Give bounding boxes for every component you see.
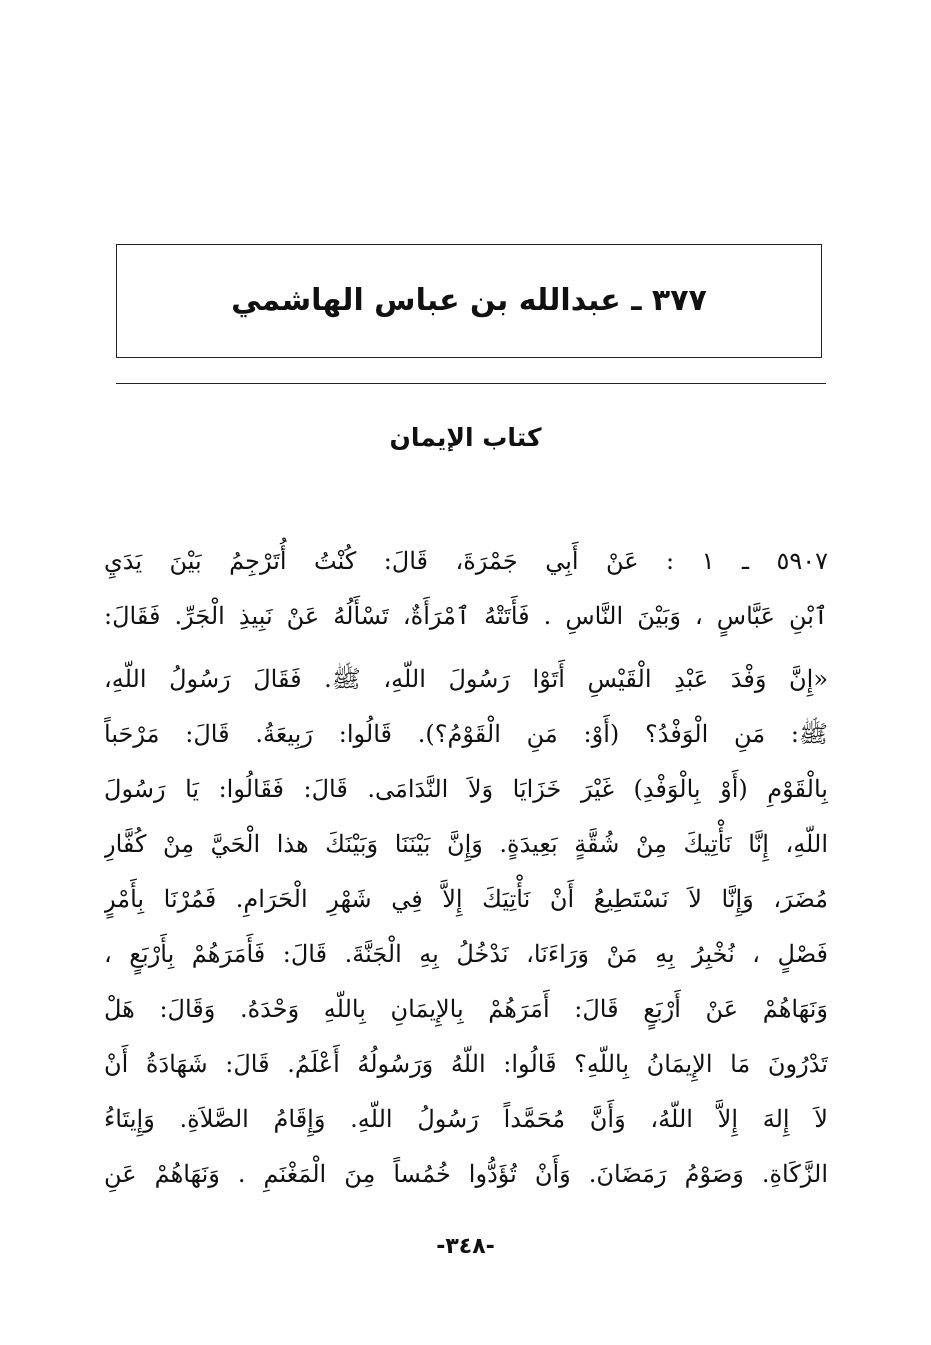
text-line: الزَّكَاةِ. وَصَوْمُ رَمَضَانَ. وَأَنْ تُؤَدُّوا خُمُساً مِنَ الْمَغْنَمِ . وَنَهَاهُمْ عَنِ xyxy=(104,1160,828,1188)
text-line: مُضَرَ، وَإِنَّا لاَ نَسْتَطِيعُ أَنْ نَأْتِيَكَ إِلاَّ فِي شَهْرِ الْحَرَامِ. فَمُرْنَا بِأَمْرٍ xyxy=(104,885,828,913)
entry-title-box xyxy=(116,244,822,358)
page-number: -٣٤٨- xyxy=(436,1234,495,1259)
section-divider xyxy=(116,383,826,384)
text-line: ٱبْنِ عَبَّاسٍ ، وَبَيْنَ النَّاسِ . فَأَتَتْهُ ٱمْرَأَةٌ، تَسْأَلُهُ عَنْ نَبِيذِ الْجَرِّ. فَقَالَ: xyxy=(104,602,828,630)
text-line: اللّهِ، إِنَّا نَأْتِيكَ مِنْ شُقَّةٍ بَعِيدَةٍ. وَإِنَّ بَيْنَنَا وَبَيْنَكَ هذا الْحَيَّ مِنْ كُفَّارِ xyxy=(104,830,828,858)
text-line: بِالْقَوْمِ (أَوْ بِالْوَفْدِ) غَيْرَ خَزَايَا وَلاَ النَّدَامَى. قَالَ: فَقَالُوا: يَا رَسُولَ xyxy=(104,775,828,803)
text-line: «إِنَّ وَفْدَ عَبْدِ الْقَيْسِ أَتَوْا رَسُولَ اللّهِ، ﷺ. فَقَالَ رَسُولُ اللّهِ، xyxy=(104,665,828,693)
text-line: ﷺ: مَنِ الْوَفْدُ؟ (أَوْ: مَنِ الْقَوْمُ؟). قَالُوا: رَبِيعَةُ. قَالَ: مَرْحَباً xyxy=(104,720,828,748)
entry-title: ٣٧٧ ـ عبدالله بن عباس الهاشمي xyxy=(231,283,707,318)
text-line: وَنَهَاهُمْ عَنْ أَرْبَعٍ قَالَ: أَمَرَهُمْ بِالإِيمَانِ بِاللّهِ وَحْدَهُ. وَقَالَ: هَلْ xyxy=(104,995,828,1023)
text-line: فَصْلٍ ، نُخْبِرُ بِهِ مَنْ وَرَاءَنَا، نَدْخُلُ بِهِ الْجَنَّةَ. قَالَ: فَأَمَرَهُمْ بِأَرْبَعٍ ، xyxy=(104,940,828,968)
text-line: لاَ إِلهَ إِلاَّ اللّهُ، وَأَنَّ مُحَمَّداً رَسُولُ اللّهِ. وَإِقَامُ الصَّلاَةِ. وَإِيتَاءُ xyxy=(104,1105,828,1133)
hadith-text xyxy=(104,534,828,1202)
text-line: ٥٩٠٧ ـ ١ : عَنْ أَبِي جَمْرَةَ، قَالَ: كُنْتُ أُتَرْجِمُ بَيْنَ يَدَيِ xyxy=(104,547,828,575)
text-line: تَدْرُونَ مَا الإِيمَانُ بِاللّهِ؟ قَالُوا: اللّهُ وَرَسُولُهُ أَعْلَمُ. قَالَ: شَهَادَةُ أَنْ xyxy=(104,1050,828,1078)
section-heading: كتاب الإيمان xyxy=(389,423,542,452)
